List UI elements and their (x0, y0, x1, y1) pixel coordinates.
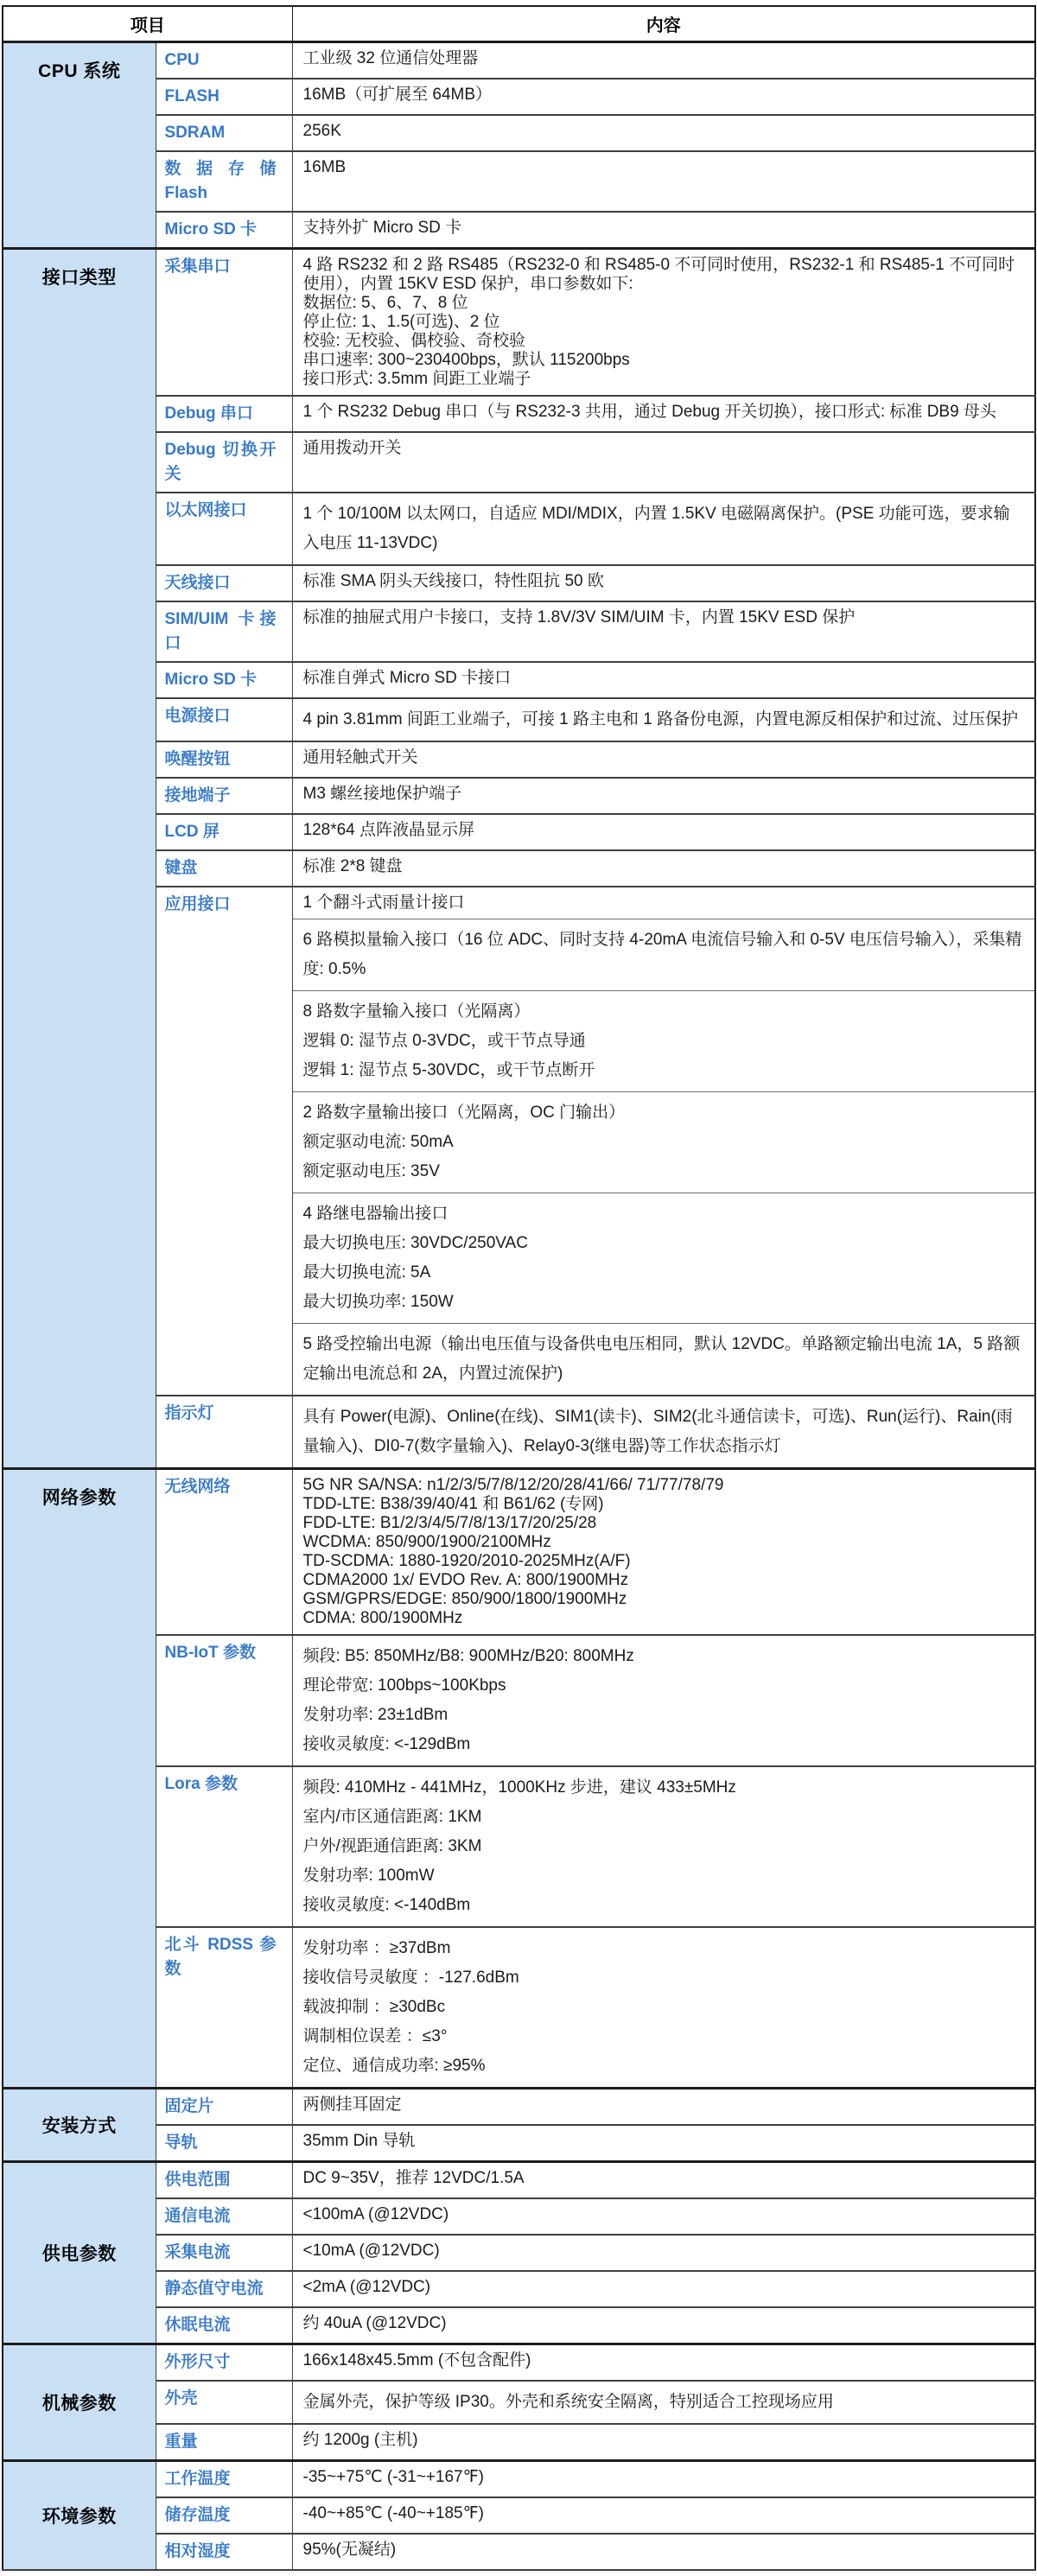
spec-content (292, 2271, 1035, 2307)
spec-label: 天线接口 (156, 565, 292, 601)
spec-line: 128*64 点阵液晶显示屏 (302, 821, 475, 839)
table-row (3, 2307, 1035, 2344)
content-block (293, 250, 1035, 395)
spec-content (292, 741, 1035, 778)
table-row (3, 1635, 1035, 1766)
spec-label: 采集串口 (156, 249, 292, 397)
spec-content (292, 565, 1035, 601)
content-block (293, 887, 1035, 919)
spec-content (292, 2497, 1035, 2534)
table-row (3, 2497, 1035, 2534)
content-block (293, 2199, 1035, 2230)
spec-label: 相对湿度 (156, 2534, 292, 2570)
table-row (3, 1469, 1035, 1636)
spec-content (292, 396, 1035, 432)
spec-content (292, 778, 1035, 814)
spec-label: 导轨 (156, 2125, 292, 2162)
spec-line: 发射功率: 23±1dBm (302, 1706, 449, 1724)
table-row (3, 79, 1035, 115)
spec-content (292, 2534, 1035, 2570)
spec-line: 频段: B5: 850MHz/B8: 900MHz/B20: 800MHz (302, 1647, 634, 1665)
spec-line: 调制相位误差 ：≤3° (302, 2027, 448, 2045)
spec-line: 发射功率: 100mW (302, 1867, 435, 1885)
spec-line: 1 个 RS232 Debug 串口（与 RS232-3 共用，通过 Debug 开关切换），接口形式: 标准 DB9 母头 (302, 403, 996, 421)
content-block (293, 80, 1035, 111)
header-content-cell: 内容 (292, 6, 1035, 42)
table-row (3, 212, 1035, 249)
table-row (3, 2461, 1035, 2498)
spec-table (2, 5, 1036, 2571)
spec-label: 固定片 (156, 2089, 292, 2126)
content-block (293, 2126, 1035, 2157)
category-cell: CPU 系统 (3, 42, 156, 249)
table-row (3, 1396, 1035, 1469)
table-row (3, 2235, 1035, 2271)
spec-content (292, 2307, 1035, 2344)
category-cell: 机械参数 (3, 2344, 156, 2461)
spec-line: 35mm Din 导轨 (302, 2132, 416, 2150)
spec-label: SIM/UIM 卡接口 (156, 601, 292, 662)
table-row (3, 887, 1035, 1396)
spec-line: 1 个翻斗式雨量计接口 (302, 894, 465, 912)
spec-line: 标准自弹式 Micro SD 卡接口 (302, 669, 512, 687)
spec-line: 接口形式: 3.5mm 间距工业端子 (302, 370, 531, 388)
spec-label: 外形尺寸 (156, 2344, 292, 2382)
spec-line: -40~+85℃ (-40~+185℉) (302, 2504, 484, 2522)
spec-line: 5 路受控输出电源（输出电压值与设备供电电压相同，默认 12VDC。单路额定输出电流 1A，5 路额定输出电流总和 2A，内置过流保护) (302, 1335, 1021, 1383)
spec-content (292, 2162, 1035, 2199)
spec-content (292, 151, 1035, 212)
content-block (293, 1193, 1035, 1323)
spec-line: M3 螺丝接地保护端子 (302, 785, 462, 803)
content-block (293, 1470, 1035, 1634)
spec-line: 停止位: 1、1.5(可选)、2 位 (302, 313, 500, 331)
spec-line: 约 40uA (@12VDC) (302, 2314, 447, 2332)
table-row (3, 662, 1035, 698)
content-block (293, 2163, 1035, 2194)
category-cell: 接口类型 (3, 249, 156, 1469)
content-block (293, 851, 1035, 882)
spec-line: 逻辑 1: 湿节点 5-30VDC，或干节点断开 (302, 1061, 595, 1079)
content-block (293, 1323, 1035, 1395)
spec-line: <100mA (@12VDC) (302, 2205, 449, 2223)
spec-label: NB-IoT 参数 (156, 1635, 292, 1766)
spec-line: 接收信号灵敏度 ：-127.6dBm (302, 1969, 519, 1987)
spec-line: 发射功率 ：≥37dBm (302, 1939, 451, 1957)
spec-label: 休眠电流 (156, 2307, 292, 2344)
table-row (3, 115, 1035, 151)
content-block (293, 2089, 1035, 2121)
spec-line: 16MB (302, 158, 347, 176)
spec-content (292, 887, 1035, 1396)
spec-label: 唤醒按钮 (156, 741, 292, 778)
table-row (3, 2089, 1035, 2126)
table-row (3, 432, 1035, 493)
spec-content (292, 2089, 1035, 2126)
table-row (3, 698, 1035, 741)
spec-content (292, 814, 1035, 850)
spec-label: SDRAM (156, 115, 292, 151)
content-block (293, 2236, 1035, 2267)
table-row (3, 2271, 1035, 2307)
spec-line: DC 9~35V，推荐 12VDC/1.5A (302, 2169, 525, 2187)
spec-line: 串口速率: 300~230400bps，默认 115200bps (302, 351, 630, 369)
spec-content (292, 79, 1035, 115)
spec-line: WCDMA: 850/900/1900/2100MHz (302, 1533, 551, 1551)
spec-content (292, 1927, 1035, 2089)
content-block (293, 2498, 1035, 2529)
spec-line: 工业级 32 位通信处理器 (302, 49, 479, 67)
table-row (3, 1766, 1035, 1927)
spec-content (292, 2424, 1035, 2461)
table-row (3, 741, 1035, 778)
table-row (3, 1927, 1035, 2089)
spec-label: 重量 (156, 2424, 292, 2461)
spec-label: 应用接口 (156, 887, 292, 1396)
spec-content (292, 212, 1035, 249)
spec-line: 额定驱动电流: 50mA (302, 1133, 454, 1151)
spec-content (292, 2235, 1035, 2271)
spec-line: 支持外扩 Micro SD 卡 (302, 219, 462, 237)
content-block (293, 493, 1035, 564)
category-cell: 网络参数 (3, 1469, 156, 2089)
table-row (3, 778, 1035, 814)
table-row (3, 565, 1035, 601)
spec-line: 最大切换功率: 150W (302, 1293, 454, 1311)
spec-line: 1 个 10/100M 以太网口，自适应 MDI/MDIX，内置 1.5KV 电磁隔离保护。(PSE 功能可选，要求输入电压 11-13VDC) (302, 505, 1010, 552)
content-block (293, 213, 1035, 244)
spec-line: GSM/GPRS/EDGE: 850/900/1800/1900MHz (302, 1590, 627, 1608)
spec-label: Micro SD 卡 (156, 212, 292, 249)
table-row (3, 2125, 1035, 2162)
spec-label: 通信电流 (156, 2198, 292, 2235)
spec-line: 通用轻触式开关 (302, 748, 418, 766)
spec-content (292, 493, 1035, 565)
content-block (293, 43, 1035, 74)
content-block (293, 2462, 1035, 2493)
spec-content (292, 115, 1035, 151)
table-row (3, 2534, 1035, 2570)
content-block (293, 990, 1035, 1091)
spec-content (292, 1396, 1035, 1469)
content-block (293, 1396, 1035, 1467)
content-block (293, 566, 1035, 597)
spec-line: 标准的抽屉式用户卡接口，支持 1.8V/3V SIM/UIM 卡，内置 15KV ESD 保护 (302, 608, 856, 627)
spec-content (292, 662, 1035, 698)
spec-label: 无线网络 (156, 1469, 292, 1636)
spec-label: FLASH (156, 79, 292, 115)
table-row (3, 2424, 1035, 2461)
content-block (293, 152, 1035, 183)
content-block (293, 397, 1035, 428)
table-row (3, 396, 1035, 432)
table-row (3, 2162, 1035, 2199)
content-block (293, 663, 1035, 694)
spec-label: 指示灯 (156, 1396, 292, 1469)
table-row (3, 2381, 1035, 2424)
header-item-cell: 项目 (3, 6, 292, 42)
spec-line: <2mA (@12VDC) (302, 2278, 431, 2296)
spec-line: 6 路模拟量输入接口（16 位 ADC、同时支持 4-20mA 电流信号输入和 0-5V 电压信号输入），采集精度: 0.5% (302, 931, 1022, 978)
content-block (293, 919, 1035, 990)
table-row (3, 151, 1035, 212)
spec-line: 接收灵敏度: <-140dBm (302, 1896, 471, 1914)
spec-content (292, 1635, 1035, 1766)
spec-content (292, 2198, 1035, 2235)
spec-line: 室内/市区通信距离: 1KM (302, 1808, 482, 1826)
spec-content (292, 42, 1035, 80)
spec-label: 键盘 (156, 850, 292, 887)
spec-line: 额定驱动电压: 35V (302, 1162, 440, 1180)
spec-content (292, 1469, 1035, 1636)
spec-line: 2 路数字量输出接口（光隔离，OC 门输出） (302, 1104, 626, 1122)
spec-label: 静态值守电流 (156, 2271, 292, 2307)
spec-label: CPU (156, 42, 292, 80)
spec-line: 定位、通信成功率: ≥95% (302, 2057, 486, 2075)
spec-line: TDD-LTE: B38/39/40/41 和 B61/62 (专网) (302, 1495, 604, 1513)
spec-line: 校验: 无校验、偶校验、奇校验 (302, 332, 526, 350)
table-row (3, 814, 1035, 850)
content-block (293, 815, 1035, 846)
spec-label: 工作温度 (156, 2461, 292, 2498)
content-block (293, 116, 1035, 147)
content-block (293, 2272, 1035, 2303)
content-block (293, 1928, 1035, 2087)
spec-label: Micro SD 卡 (156, 662, 292, 698)
spec-line: 金属外壳，保护等级 IP30。外壳和系统安全隔离，特别适合工控现场应用 (302, 2393, 834, 2411)
spec-content (292, 2461, 1035, 2498)
table-row (3, 850, 1035, 887)
content-block (293, 2382, 1035, 2423)
content-block (293, 1767, 1035, 1926)
spec-label: 以太网接口 (156, 493, 292, 565)
table-row (3, 493, 1035, 565)
spec-line: TD-SCDMA: 1880-1920/2010-2025MHz(A/F) (302, 1552, 631, 1570)
spec-label: 北斗 RDSS 参数 (156, 1927, 292, 2089)
table-row (3, 2344, 1035, 2382)
spec-label: 供电范围 (156, 2162, 292, 2199)
spec-label: 外壳 (156, 2381, 292, 2424)
spec-line: 两侧挂耳固定 (302, 2096, 402, 2114)
spec-label: Lora 参数 (156, 1766, 292, 1927)
spec-line: 4 路继电器输出接口 (302, 1205, 449, 1223)
spec-content (292, 2381, 1035, 2424)
spec-content (292, 601, 1035, 662)
spec-line: 具有 Power(电源)、Online(在线)、SIM1(读卡)、SIM2(北斗通信读卡，可选)、Run(运行)、Rain(雨量输入)、DI0-7(数字量输入)、Relay0-3(继电器)等工作状态指示灯 (302, 1408, 1013, 1455)
spec-line: 数据位: 5、6、7、8 位 (302, 294, 468, 312)
spec-line: 标准 2*8 键盘 (302, 857, 403, 875)
spec-line: 166x148x45.5mm (不包含配件) (302, 2351, 531, 2369)
table-row (3, 2198, 1035, 2235)
spec-content (292, 249, 1035, 397)
content-block (293, 1091, 1035, 1193)
content-block (293, 2308, 1035, 2339)
spec-line: <10mA (@12VDC) (302, 2242, 440, 2260)
spec-content (292, 432, 1035, 493)
spec-line: CDMA2000 1x/ EVDO Rev. A: 800/1900MHz (302, 1571, 629, 1589)
header-row (3, 6, 1035, 42)
category-cell: 环境参数 (3, 2461, 156, 2571)
content-block (293, 2425, 1035, 2456)
spec-label: Debug 切换开关 (156, 432, 292, 493)
spec-line: 最大切换电压: 30VDC/250VAC (302, 1234, 528, 1252)
content-block (293, 779, 1035, 810)
spec-label: 数 据 存 储 Flash (156, 151, 292, 212)
spec-line: 逻辑 0: 湿节点 0-3VDC，或干节点导通 (302, 1032, 586, 1050)
spec-line: 户外/视距通信距离: 3KM (302, 1837, 482, 1855)
spec-content (292, 698, 1035, 741)
spec-line: 95%(无凝结) (302, 2541, 397, 2559)
spec-label: 电源接口 (156, 698, 292, 741)
spec-line: CDMA: 800/1900MHz (302, 1609, 463, 1627)
content-block (293, 2345, 1035, 2376)
content-block (293, 699, 1035, 741)
spec-label: LCD 屏 (156, 814, 292, 850)
spec-content (292, 2344, 1035, 2382)
table-row (3, 249, 1035, 397)
spec-line: 标准 SMA 阴头天线接口，特性阻抗 50 欧 (302, 572, 604, 590)
spec-line: 接收灵敏度: <-129dBm (302, 1735, 471, 1753)
content-block (293, 2535, 1035, 2566)
table-row (3, 601, 1035, 662)
spec-table-body (3, 42, 1035, 2571)
spec-line: 5G NR SA/NSA: n1/2/3/5/7/8/12/20/28/41/66/ 71/77/78/79 (302, 1476, 724, 1494)
spec-label: 储存温度 (156, 2497, 292, 2534)
content-block (293, 433, 1035, 464)
spec-line: 4 路 RS232 和 2 路 RS485（RS232-0 和 RS485-0 不可同时使用，RS232-1 和 RS485-1 不可同时使用），内置 15KV ESD 保护，串口参数如下: (302, 256, 1015, 293)
spec-line: 256K (302, 122, 341, 140)
spec-line: 通用拨动开关 (302, 439, 402, 457)
spec-content (292, 1766, 1035, 1927)
spec-label: 接地端子 (156, 778, 292, 814)
spec-line: 理论带宽: 100bps~100Kbps (302, 1676, 506, 1695)
spec-line: 8 路数字量输入接口（光隔离） (302, 1002, 531, 1021)
spec-content (292, 2125, 1035, 2162)
spec-line: 4 pin 3.81mm 间距工业端子，可接 1 路主电和 1 路备份电源，内置电源反相保护和过流、过压保护 (302, 710, 1019, 728)
spec-line: 载波抑制 ：≥30dBc (302, 1998, 446, 2016)
spec-content (292, 850, 1035, 887)
content-block (293, 742, 1035, 773)
spec-line: 约 1200g (主机) (302, 2431, 418, 2449)
spec-label: Debug 串口 (156, 396, 292, 432)
content-block (293, 1636, 1035, 1765)
spec-line: 16MB（可扩展至 64MB） (302, 86, 493, 104)
spec-line: -35~+75℃ (-31~+167℉) (302, 2468, 484, 2486)
table-row (3, 42, 1035, 80)
content-block (293, 602, 1035, 633)
category-cell: 供电参数 (3, 2162, 156, 2344)
spec-line: 频段: 410MHz - 441MHz，1000KHz 步进，建议 433±5MHz (302, 1778, 736, 1797)
spec-line: FDD-LTE: B1/2/3/4/5/7/8/13/17/20/25/28 (302, 1514, 597, 1532)
spec-line: 最大切换电流: 5A (302, 1263, 431, 1282)
spec-label: 采集电流 (156, 2235, 292, 2271)
category-cell: 安装方式 (3, 2089, 156, 2162)
